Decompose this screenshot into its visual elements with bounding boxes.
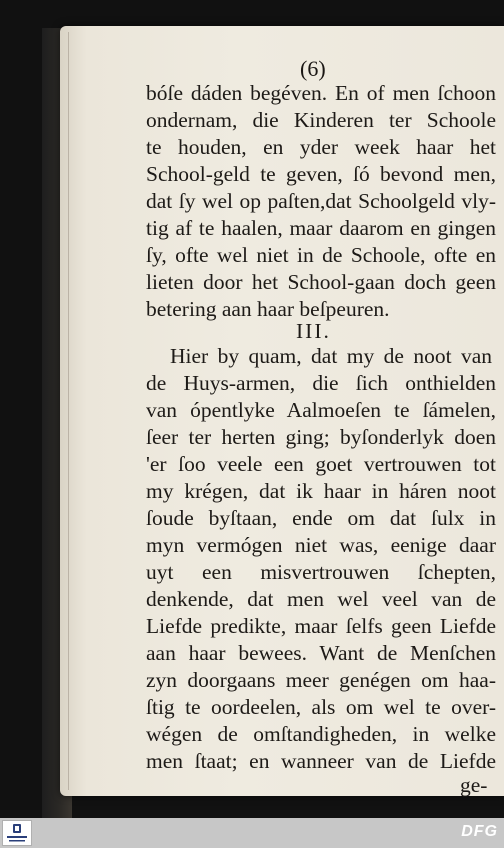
text-line: men ſtaat; en wanneer van de Liefde bbox=[146, 749, 496, 773]
text-line: te houden, en yder week haar het bbox=[146, 135, 496, 159]
page-number: (6) bbox=[300, 56, 326, 81]
text-line: ondernam, die Kinderen ter Schoole bbox=[146, 108, 496, 132]
dfg-logo: DFG bbox=[461, 823, 498, 840]
text-line: dat ſy wel op paſten,dat Schoolgeld vly- bbox=[146, 189, 496, 213]
text-line: School-geld te geven, ſó bevond men, bbox=[146, 162, 496, 186]
text-line: van ópentlyke Aalmoeſen te ſámelen, bbox=[146, 398, 496, 422]
text-line: denkende, dat men wel veel van de bbox=[146, 587, 496, 611]
catchword: ge- bbox=[460, 773, 488, 797]
section-heading: III. bbox=[296, 319, 331, 343]
text-line: myn vermógen niet was, eenige daar bbox=[146, 533, 496, 557]
text-line: aan haar bewees. Want de Menſchen bbox=[146, 641, 496, 665]
text-line: zyn doorgaans meer genégen om haa- bbox=[146, 668, 496, 692]
text-line: lieten door het School-gaan doch geen bbox=[146, 270, 496, 294]
text-line: tig af te haalen, maar daarom en gingen bbox=[146, 216, 496, 240]
text-line: betering aan haar beſpeuren. bbox=[146, 297, 390, 321]
text-line: uyt een misvertrouwen ſchepten, bbox=[146, 560, 496, 584]
text-line: my krégen, dat ik haar in háren noot bbox=[146, 479, 496, 503]
text-line: bóſe dáden begéven. En of men ſchoon bbox=[146, 81, 496, 105]
text-line: ſeer ter herten ging; byſonderlyk doen bbox=[146, 425, 496, 449]
text-line: ſtig te oordeelen, als om wel te over- bbox=[146, 695, 496, 719]
text-line: 'er ſoo veele een goet vertrouwen tot bbox=[146, 452, 496, 476]
text-line: ſy, ofte wel niet in de Schoole, ofte en bbox=[146, 243, 496, 267]
library-crest-icon bbox=[2, 820, 32, 846]
text-line: de Huys-armen, die ſich onthielden bbox=[146, 371, 496, 395]
viewer-footer bbox=[0, 818, 504, 848]
text-line: Liefde predikte, maar ſelfs geen Liefde bbox=[146, 614, 496, 638]
text-line: ſoude byſtaan, ende om dat ſulx in bbox=[146, 506, 496, 530]
text-line: wégen de omſtandigheden, in welke bbox=[146, 722, 496, 746]
text-line: Hier by quam, dat my de noot van bbox=[170, 344, 492, 368]
